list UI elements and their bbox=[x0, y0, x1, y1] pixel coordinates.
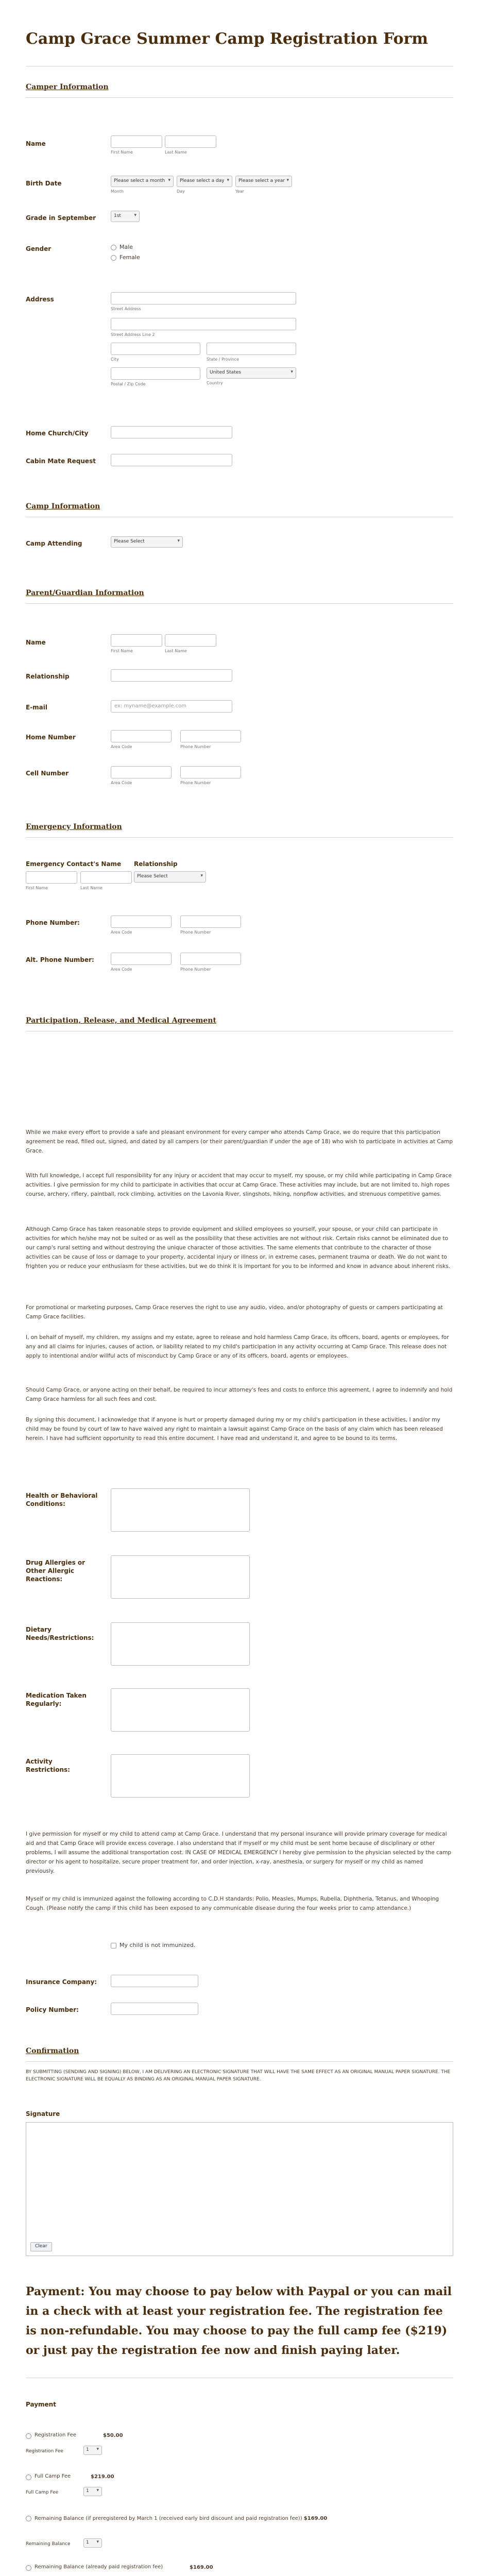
alt-phone-label: Alt. Phone Number: bbox=[26, 956, 94, 963]
birth-month-sub: Month bbox=[111, 189, 124, 194]
home-church-label: Home Church/City bbox=[26, 430, 89, 437]
participation-paragraph: For promotional or marketing purposes, Camp Grace reserves the right to use any audio, video, and/or photography of guests or campers participating at Camp Grace facilities. bbox=[26, 1304, 443, 1320]
confirmation-notice: BY SUBMITTING (SENDING AND SIGNING) BELOW, I AM DELIVERING AN ELECTRONIC SIGNATURE THAT WILL HAVE THE SAME EFFECT AS AN ORIGINAL MANUAL PAPER SIGNATURE. THE ELECTRONIC SIGNATURE WILL BE EQUALLY AS BINDING AS AN ORIGINAL MANUAL PAPER SIGNATURE. bbox=[26, 2070, 451, 2082]
registration-fee-qty-select[interactable] bbox=[83, 2446, 102, 2455]
dietary-needs-textarea[interactable] bbox=[111, 1622, 250, 1666]
alt-area-code-sub: Area Code bbox=[111, 967, 132, 972]
email-label: E-mail bbox=[26, 704, 48, 711]
birth-year-sub: Year bbox=[235, 189, 244, 194]
participation-section bbox=[26, 1128, 453, 2576]
chevron-down-icon: ▾ bbox=[134, 213, 136, 218]
insurance-company-input[interactable] bbox=[111, 1975, 198, 1987]
camper-last-name-sub: Last Name bbox=[165, 150, 187, 155]
birth-month-select[interactable] bbox=[111, 176, 174, 187]
qty-value: 1 bbox=[86, 2488, 89, 2494]
participation-paragraph: With full knowledge, I accept full responsibility for any injury or accident that may occur to myself, my spouse, or my child while participating in Camp Grace activities. I give permission for my child to participate in activities that occur at Camp Grace. These activities may include, but are not limited to, high ropes course, archery, riflery, paintball, rock climbing, activities on the Lavonia River, slingshots, hiking, nonpflow activities, and strenuous competitive games. bbox=[26, 1173, 452, 1197]
street-address-2-input[interactable] bbox=[111, 318, 296, 330]
camper-heading: Camper Information bbox=[26, 83, 109, 91]
camper-last-name-input[interactable] bbox=[165, 135, 216, 148]
birth-day-select[interactable] bbox=[177, 176, 232, 187]
participation-paragraph: Although Camp Grace has taken reasonable steps to provide equipment and skilled employees so yourself, your spouse, or your child can participate in activities for which he/she may not be suited or as well as the possibility that these activities are not without risk. Certain risks cannot be eliminated due to our camp's rural setting and without destroying the unique character of those activities. The same elements that contribute to the character of those activities can be cause of loss or damage to your property, accidental injury or illness or, in extreme cases, permanent trauma or death. We do not want to frighten you or reduce your enthusiasm for these activities, but we do think it is important for you to be informed and know in advance about inherent risks. bbox=[26, 1226, 451, 1269]
cell-area-code-sub: Area Code bbox=[111, 781, 132, 785]
emergency-divider bbox=[26, 837, 453, 838]
alt-area-code-input[interactable] bbox=[111, 953, 172, 965]
payment-heading: Payment bbox=[26, 2401, 56, 2408]
participation-paragraph: By signing this document, I acknowledge that if anyone is hurt or property damaged during my or my child's participation in these activities, I and/or my child may be found by court of law to have waived any right to maintain a lawsuit against Camp Grace on the basis of any claim which has been released herein. I have had sufficient opportunity to read this entire document. I have read and understand it, and agree to be bound to its terms. bbox=[26, 1417, 443, 1442]
chevron-down-icon: ▾ bbox=[177, 538, 180, 544]
registration-fee-radio[interactable] bbox=[26, 2433, 31, 2439]
remaining-balance-early-label bbox=[35, 2515, 344, 2523]
camper-first-name-input[interactable] bbox=[111, 135, 162, 148]
payment-note: Payment: You may choose to pay below with Paypal or you can mail in a check with at least your registration fee. The registration fee is non-refundable. You may choose to pay the full camp fee ($219) or just pay the registration fee now and finish paying later. bbox=[26, 2285, 452, 2357]
emergency-area-code-sub: Area Code bbox=[111, 930, 132, 935]
cell-number-label: Cell Number bbox=[26, 770, 69, 777]
gender-female-label: Female bbox=[119, 254, 140, 261]
gender-label: Gender bbox=[26, 245, 52, 252]
city-input[interactable] bbox=[111, 343, 200, 355]
gender-female-radio[interactable] bbox=[111, 255, 116, 261]
not-immunized-checkbox[interactable] bbox=[111, 1943, 116, 1948]
medication-textarea[interactable] bbox=[111, 1688, 250, 1732]
signature-label: Signature bbox=[26, 2110, 60, 2117]
remaining-balance-early-text: Remaining Balance (if preregistered by March 1 (received early bird discount and paid registration fee)) bbox=[35, 2516, 302, 2521]
drug-allergies-label: Drug Allergies or Other Allergic Reactions: bbox=[26, 1559, 85, 1583]
emergency-last-name-input[interactable] bbox=[80, 871, 132, 884]
cell-phone-input[interactable] bbox=[180, 766, 241, 778]
cabin-mate-input[interactable] bbox=[111, 454, 232, 466]
policy-number-label: Policy Number: bbox=[26, 2006, 79, 2013]
camp-heading: Camp Information bbox=[26, 502, 100, 511]
camper-first-name-sub: First Name bbox=[111, 150, 133, 155]
registration-fee-qty-label: Registration Fee bbox=[26, 2449, 63, 2454]
home-phone-sub: Phone Number bbox=[180, 744, 211, 749]
not-immunized-label: My child is not immunized. bbox=[119, 1942, 196, 1948]
dietary-needs-label: Dietary Needs/Restrictions: bbox=[26, 1626, 94, 1641]
emergency-contact-label: Emergency Contact's Name bbox=[26, 860, 122, 868]
participation-paragraph: While we make every effort to provide a safe and pleasant environment for every camper who attends Camp Grace, we do require that this participation agreement be read, filled out, signed, and dated by all campers (or their parent/guardian if under the age of 18) who wish to participate in activities at Camp Grace. bbox=[26, 1129, 453, 1154]
parent-first-name-sub: First Name bbox=[111, 649, 133, 653]
emergency-relationship-value: Please Select bbox=[137, 874, 168, 879]
activity-restrictions-label: Activity Restrictions: bbox=[26, 1758, 70, 1773]
home-area-code-sub: Area Code bbox=[111, 744, 132, 749]
birth-month-value: Please select a month bbox=[114, 178, 165, 183]
emergency-first-name-sub: First Name bbox=[26, 886, 48, 890]
full-camp-fee-radio[interactable] bbox=[26, 2475, 31, 2480]
health-conditions-label: Health or Behavioral Conditions: bbox=[26, 1492, 98, 1507]
remaining-balance-paid-label: Remaining Balance (already paid registration fee) bbox=[35, 2564, 163, 2570]
emergency-relationship-select[interactable] bbox=[134, 871, 206, 883]
emergency-heading: Emergency Information bbox=[26, 823, 122, 831]
cell-phone-sub: Phone Number bbox=[180, 781, 211, 785]
emergency-first-name-input[interactable] bbox=[26, 871, 77, 884]
remaining-balance-paid-price: $169.00 bbox=[190, 2565, 213, 2570]
alt-phone-input[interactable] bbox=[180, 953, 241, 965]
emergency-relationship-label: Relationship bbox=[134, 860, 178, 868]
home-church-input[interactable] bbox=[111, 426, 232, 438]
country-value: United States bbox=[210, 370, 241, 375]
parent-relationship-label: Relationship bbox=[26, 673, 70, 680]
camper-name-label: Name bbox=[26, 140, 46, 147]
camp-attending-value: Please Select bbox=[114, 539, 145, 544]
qty-value: 1 bbox=[86, 2540, 89, 2545]
parent-last-name-input[interactable] bbox=[165, 634, 216, 647]
email-input[interactable]: ex: myname@example.com bbox=[111, 700, 232, 713]
remaining-balance-early-radio[interactable] bbox=[26, 2516, 31, 2521]
registration-fee-price: $50.00 bbox=[103, 2433, 123, 2438]
participation-heading: Participation, Release, and Medical Agreement bbox=[26, 1016, 216, 1025]
insurance-company-label: Insurance Company: bbox=[26, 1978, 97, 1986]
full-camp-fee-label: Full Camp Fee bbox=[35, 2473, 71, 2479]
participation-paragraph: I, on behalf of myself, my children, my assigns and my estate, agree to release and hold harmless Camp Grace, its officers, board, agents or employees, for any and all claims for injuries, causes of action, or liability related to my child's participation in any activity occurring at Camp Grace. This release does not apply to intentional and/or willful acts of misconduct by Camp Grace or any of its officers, board, agents or employees. bbox=[26, 1334, 449, 1359]
full-camp-fee-price: $219.00 bbox=[91, 2474, 114, 2480]
confirmation-divider bbox=[26, 2061, 453, 2062]
signature-pad[interactable] bbox=[26, 2122, 453, 2256]
parent-divider bbox=[26, 603, 453, 604]
address-label: Address bbox=[26, 296, 54, 303]
camp-attending-label: Camp Attending bbox=[26, 540, 82, 547]
chevron-down-icon: ▾ bbox=[290, 369, 293, 375]
medication-label: Medication Taken Regularly: bbox=[26, 1692, 87, 1707]
state-sub: State / Province bbox=[207, 357, 239, 362]
chevron-down-icon: ▾ bbox=[286, 178, 289, 183]
state-input[interactable] bbox=[207, 343, 296, 355]
remaining-balance-early-qty-select[interactable] bbox=[83, 2538, 102, 2548]
activity-restrictions-textarea[interactable] bbox=[111, 1754, 250, 1798]
grade-label: Grade in September bbox=[26, 214, 96, 222]
birth-year-value: Please select a year bbox=[238, 178, 285, 183]
birth-day-sub: Day bbox=[177, 189, 185, 194]
medical-paragraph: I give permission for myself or my child to attend camp at Camp Grace. I understand that my personal insurance will provide primary coverage for medical aid and that Camp Grace will provide excess coverage. I also understand that if myself or my child must be sent home because of disciplinary or other problems, I will assume the additional transportation cost. IN CASE OF MEDICAL EMERGENCY I hereby give permission to the physician selected by the camp director or his agent to hospitalize, secure proper treatment for, and order injection, x-ray, anesthesia, or surgery for myself or my child as named previously. bbox=[26, 1831, 452, 1874]
birth-year-select[interactable] bbox=[235, 176, 292, 187]
remaining-balance-early-price: $169.00 bbox=[303, 2516, 328, 2521]
chevron-down-icon: ▾ bbox=[227, 178, 229, 183]
cell-area-code-input[interactable] bbox=[111, 766, 172, 778]
remaining-balance-early-qty-label: Remaining Balance bbox=[26, 2541, 71, 2547]
policy-number-input[interactable] bbox=[111, 2003, 198, 2015]
emergency-phone-input[interactable] bbox=[180, 916, 241, 928]
chevron-down-icon: ▾ bbox=[96, 2488, 99, 2493]
emergency-area-code-input[interactable] bbox=[111, 916, 172, 928]
country-select[interactable] bbox=[207, 367, 296, 379]
street-address-2-sub: Street Address Line 2 bbox=[111, 332, 155, 337]
city-sub: City bbox=[111, 357, 119, 362]
emergency-phone-label: Phone Number: bbox=[26, 919, 80, 926]
birth-date-label: Birth Date bbox=[26, 180, 62, 187]
health-conditions-textarea[interactable] bbox=[111, 1488, 250, 1532]
country-sub: Country bbox=[207, 381, 223, 385]
zip-input[interactable] bbox=[111, 367, 200, 380]
parent-relationship-input[interactable] bbox=[111, 669, 232, 682]
gender-male-radio[interactable] bbox=[111, 245, 116, 250]
home-phone-input[interactable] bbox=[180, 730, 241, 742]
registration-fee-label: Registration Fee bbox=[35, 2432, 76, 2438]
clear-signature-button[interactable]: Clear bbox=[30, 2242, 52, 2251]
camper-divider bbox=[26, 97, 453, 98]
home-number-label: Home Number bbox=[26, 734, 76, 741]
participation-paragraph: Should Camp Grace, or anyone acting on their behalf, be required to incur attorney's fees and costs to enforce this agreement, I agree to indemnify and hold Camp Grace harmless for all such fees and cost. bbox=[26, 1387, 453, 1402]
gender-male-label: Male bbox=[119, 244, 133, 250]
form-title: Camp Grace Summer Camp Registration Form bbox=[26, 30, 429, 48]
camper-section bbox=[26, 79, 453, 1128]
parent-heading: Parent/Guardian Information bbox=[26, 589, 144, 597]
full-camp-fee-qty-select[interactable] bbox=[83, 2487, 102, 2496]
confirmation-heading: Confirmation bbox=[26, 2047, 79, 2055]
alt-phone-sub: Phone Number bbox=[180, 967, 211, 972]
parent-first-name-input[interactable] bbox=[111, 634, 162, 647]
home-area-code-input[interactable] bbox=[111, 730, 172, 742]
camp-attending-select[interactable] bbox=[111, 536, 183, 548]
street-address-sub: Street Address bbox=[111, 307, 141, 311]
parent-last-name-sub: Last Name bbox=[165, 649, 187, 653]
chevron-down-icon: ▾ bbox=[200, 873, 203, 878]
grade-value: 1st bbox=[114, 213, 121, 218]
parent-name-label: Name bbox=[26, 639, 46, 646]
zip-sub: Postal / Zip Code bbox=[111, 382, 146, 386]
emergency-last-name-sub: Last Name bbox=[80, 886, 102, 890]
cabin-mate-label: Cabin Mate Request bbox=[26, 457, 96, 465]
drug-allergies-textarea[interactable] bbox=[111, 1555, 250, 1599]
remaining-balance-paid-radio[interactable] bbox=[26, 2565, 31, 2571]
chevron-down-icon: ▾ bbox=[96, 2539, 99, 2545]
emergency-phone-sub: Phone Number bbox=[180, 930, 211, 935]
chevron-down-icon: ▾ bbox=[96, 2447, 99, 2452]
full-camp-fee-qty-label: Full Camp Fee bbox=[26, 2490, 59, 2495]
birth-day-value: Please select a day bbox=[180, 178, 225, 183]
chevron-down-icon: ▾ bbox=[168, 178, 170, 183]
grade-select[interactable] bbox=[111, 211, 140, 222]
street-address-input[interactable] bbox=[111, 292, 296, 304]
medical-paragraph: Myself or my child is immunized against the following according to C.D.H standards: Polio, Measles, Mumps, Rubella, Diphtheria, Tetanus, and Whooping Cough. (Please notify the camp if this child has been exposed to any communicable disease during the four weeks prior to camp attendance.) bbox=[26, 1896, 439, 1911]
qty-value: 1 bbox=[86, 2447, 89, 2452]
